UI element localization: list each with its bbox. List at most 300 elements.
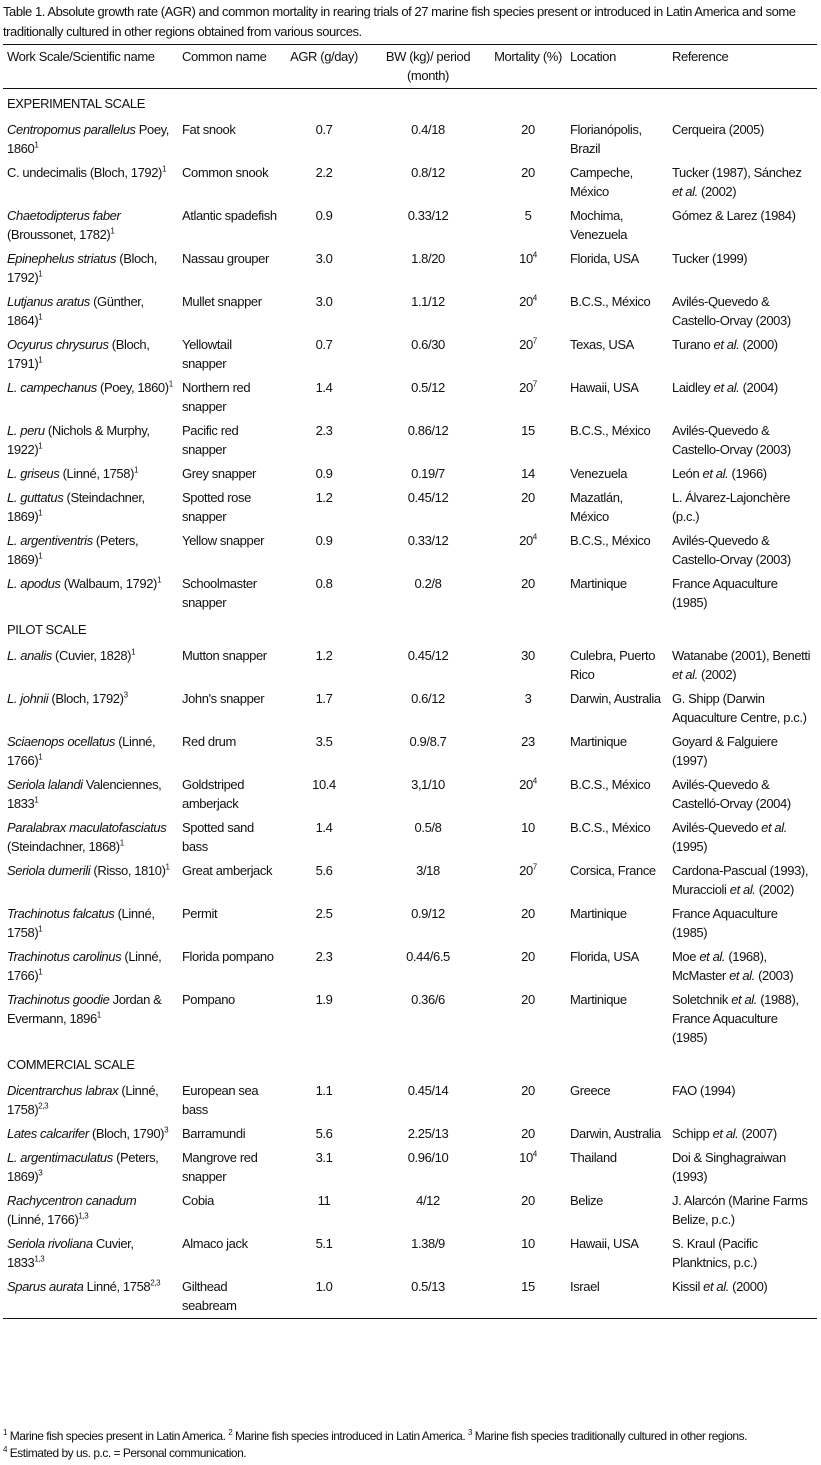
footnote-mark: 1 xyxy=(162,164,167,174)
scientific-name-cell xyxy=(3,1122,178,1146)
bw-period-value: 0.36/6 xyxy=(411,992,445,1007)
author: (Poey, 1860) xyxy=(96,380,169,395)
mortality-value: 23 xyxy=(521,734,535,749)
header-common-name: Common name xyxy=(182,49,267,64)
common-name: Cobia xyxy=(182,1193,214,1208)
common-name: Schoolmaster snapper xyxy=(182,576,257,610)
scientific-name: Dicentrarchus labrax xyxy=(7,1083,119,1098)
mortality-value: 10 xyxy=(519,1150,533,1165)
common-name: Northern red snapper xyxy=(182,380,251,414)
bw-period-value: 0.5/12 xyxy=(411,380,445,395)
reference-part: et al. xyxy=(713,337,740,352)
reference-part: Turano xyxy=(672,337,714,352)
table-caption: Table 1. Absolute growth rate (AGR) and common mortality in rearing trials of 27 marine fish species present or introduced in Latin America and some traditionally cultured in other regions obtained from various sources. xyxy=(3,4,796,39)
footnote-mark: 1 xyxy=(38,355,43,365)
scientific-name-cell xyxy=(3,1275,178,1319)
mortality-cell xyxy=(490,376,566,419)
reference-part: (2007) xyxy=(738,1126,777,1141)
author: (Peters, 1869) xyxy=(7,1150,159,1184)
mortality-value: 10 xyxy=(519,251,533,266)
author: (Broussonet, 1782) xyxy=(7,227,111,242)
reference-part: Soletchnik xyxy=(672,992,732,1007)
agr-value: 11 xyxy=(317,1193,331,1208)
reference-part: et al. xyxy=(703,1279,729,1294)
bw-period-value: 0.33/12 xyxy=(407,208,449,223)
footnote-mark: 7 xyxy=(532,336,537,346)
mortality-cell xyxy=(490,118,566,161)
common-name: Nassau grouper xyxy=(182,251,269,266)
author: (Linné, 1758) xyxy=(7,1083,159,1117)
bw-period-value: 0.6/12 xyxy=(411,691,445,706)
header-row xyxy=(3,45,817,89)
footnote-mark: 4 xyxy=(532,293,537,303)
mortality-value: 20 xyxy=(521,1126,535,1141)
mortality-cell xyxy=(490,161,566,204)
agr-value: 3.1 xyxy=(315,1150,333,1165)
header-location: Location xyxy=(570,49,616,64)
reference-part: (2003) xyxy=(754,968,794,983)
mortality-cell xyxy=(490,730,566,773)
mortality-cell xyxy=(490,988,566,1050)
scientific-name: Seriola lalandi xyxy=(7,777,83,792)
scientific-name: Sparus aurata xyxy=(7,1279,84,1294)
scientific-name-cell xyxy=(3,161,178,204)
location: Venezuela xyxy=(570,466,628,481)
location: B.C.S., México xyxy=(570,777,651,792)
table-row xyxy=(3,118,817,161)
location: Florida, USA xyxy=(570,949,639,964)
mortality-value: 20 xyxy=(521,1083,535,1098)
footnote-mark: 4 xyxy=(3,1445,7,1454)
agr-value: 1.0 xyxy=(315,1279,333,1294)
reference xyxy=(668,1189,817,1232)
table-row xyxy=(3,572,817,615)
agr-value: 0.8 xyxy=(315,576,333,591)
table-row xyxy=(3,816,817,859)
reference xyxy=(668,290,817,333)
reference-part: (2004) xyxy=(739,380,778,395)
footnote-mark: 1 xyxy=(38,924,43,934)
common-name: Grey snapper xyxy=(182,466,256,481)
scientific-name-cell xyxy=(3,644,178,687)
reference-part: FAO (1994) xyxy=(672,1083,736,1098)
reference-part: et al. xyxy=(729,968,755,983)
reference-part: (1995) xyxy=(672,839,708,854)
footnote-3 xyxy=(468,1429,747,1443)
reference xyxy=(668,816,817,859)
agr-value: 0.9 xyxy=(315,533,333,548)
header-scientific-name: Work Scale/Scientific name xyxy=(7,49,155,64)
agr-value: 2.2 xyxy=(315,165,333,180)
mortality-value: 20 xyxy=(521,122,535,137)
table-row xyxy=(3,376,817,419)
reference xyxy=(668,486,817,529)
bw-period-value: 4/12 xyxy=(416,1193,440,1208)
footnote-mark: 1 xyxy=(165,862,170,872)
scientific-name-cell xyxy=(3,486,178,529)
footnote-text: Marine fish species introduced in Latin America. xyxy=(232,1429,468,1443)
common-name: Yellow snapper xyxy=(182,533,265,548)
author: (Steindachner, 1869) xyxy=(7,490,145,524)
mortality-cell xyxy=(490,204,566,247)
author: (Risso, 1810) xyxy=(90,863,166,878)
reference-part: (2002) xyxy=(755,882,794,897)
scientific-name: Lates calcarifer xyxy=(7,1126,89,1141)
agr-value: 1.9 xyxy=(315,992,333,1007)
reference xyxy=(668,902,817,945)
scientific-name-cell xyxy=(3,687,178,730)
reference xyxy=(668,945,817,988)
bw-period-value: 1.1/12 xyxy=(411,294,445,309)
reference xyxy=(668,572,817,615)
footnote-mark: 1 xyxy=(38,441,43,451)
reference-part: et al. xyxy=(699,949,726,964)
footnote-mark: 7 xyxy=(532,379,537,389)
mortality-value: 3 xyxy=(524,691,532,706)
scientific-name: Seriola rivoliana xyxy=(7,1236,93,1251)
location: Hawaii, USA xyxy=(570,380,639,395)
common-name: European sea bass xyxy=(182,1083,259,1117)
scientific-name: Trachinotus falcatus xyxy=(7,906,115,921)
agr-value: 3.0 xyxy=(315,251,333,266)
author: (Bloch, 1792) xyxy=(7,251,157,285)
footnote-mark: 1 xyxy=(38,312,43,322)
location: Corsica, France xyxy=(570,863,656,878)
mortality-cell xyxy=(490,1275,566,1319)
scientific-name-cell xyxy=(3,419,178,462)
footnote-mark: 1 xyxy=(3,1428,7,1437)
location: Martinique xyxy=(570,906,627,921)
author: (Peters, 1869) xyxy=(7,533,139,567)
location: Darwin, Australia xyxy=(570,1126,661,1141)
author: (Linné, 1766) xyxy=(7,734,156,768)
footnote-1 xyxy=(3,1429,228,1443)
footnote-mark: 4 xyxy=(532,1149,537,1159)
table-row xyxy=(3,290,817,333)
agr-value: 1.2 xyxy=(315,490,333,505)
mortality-value: 20 xyxy=(521,906,535,921)
scientific-name: L. analis xyxy=(7,648,52,663)
mortality-cell xyxy=(490,902,566,945)
author: (Linné, 1758) xyxy=(59,466,134,481)
scientific-name: L. apodus xyxy=(7,576,61,591)
footnote-mark: 1 xyxy=(38,551,43,561)
agr-value: 2.5 xyxy=(315,906,333,921)
scientific-name: L. campechanus xyxy=(7,380,97,395)
bw-period-value: 0.45/12 xyxy=(407,648,449,663)
author: (Linné, 1766) xyxy=(7,1212,79,1227)
scientific-name: Rachycentron canadum xyxy=(7,1193,137,1208)
reference-part: et al. xyxy=(731,992,757,1007)
table-row xyxy=(3,902,817,945)
footnote-mark: 4 xyxy=(532,532,537,542)
footnote-mark: 1,3 xyxy=(34,1254,45,1264)
scientific-name-cell xyxy=(3,290,178,333)
agr-value: 1.4 xyxy=(315,820,333,835)
scientific-name-cell xyxy=(3,816,178,859)
mortality-cell xyxy=(490,247,566,290)
scientific-name-cell xyxy=(3,945,178,988)
footnotes xyxy=(3,1428,819,1462)
scientific-name: L. griseus xyxy=(7,466,60,481)
agr-value: 1.1 xyxy=(315,1083,333,1098)
reference xyxy=(668,204,817,247)
scientific-name-cell xyxy=(3,529,178,572)
reference-part: France Aquaculture (1985) xyxy=(672,576,778,610)
reference xyxy=(668,1122,817,1146)
table-row xyxy=(3,247,817,290)
bw-period-value: 2.25/13 xyxy=(407,1126,449,1141)
scientific-name: L. peru xyxy=(7,423,45,438)
footnote-mark: 1 xyxy=(34,140,39,150)
location: Martinique xyxy=(570,992,627,1007)
footnote-mark: 2,3 xyxy=(38,1101,49,1111)
author: (Nichols & Murphy, 1922) xyxy=(7,423,150,457)
common-name: Spotted rose snapper xyxy=(182,490,251,524)
table-row xyxy=(3,1189,817,1232)
footnote-mark: 1 xyxy=(156,575,162,585)
location: Mazatlán, México xyxy=(570,490,623,524)
footnote-text: Marine fish species traditionally cultured in other regions. xyxy=(471,1429,747,1443)
table-row xyxy=(3,687,817,730)
bw-period-value: 3,1/10 xyxy=(411,777,445,792)
scientific-name: L. argentiventris xyxy=(7,533,93,548)
reference xyxy=(668,376,817,419)
reference xyxy=(668,859,817,902)
author: (Günther, 1864) xyxy=(7,294,144,328)
mortality-value: 20 xyxy=(519,777,533,792)
bw-period-value: 3/18 xyxy=(416,863,440,878)
mortality-value: 15 xyxy=(521,1279,535,1294)
scientific-name-cell xyxy=(3,1189,178,1232)
mortality-value: 5 xyxy=(524,208,532,223)
bw-period-value: 0.6/30 xyxy=(411,337,445,352)
scientific-name-cell xyxy=(3,773,178,816)
reference-part: (1988), France Aquaculture (1985) xyxy=(672,992,799,1045)
scientific-name-cell xyxy=(3,902,178,945)
bw-period-value: 0.9/12 xyxy=(411,906,445,921)
author: (Linné, 1758) xyxy=(7,906,155,940)
bw-period-value: 0.44/6.5 xyxy=(406,949,450,964)
mortality-cell xyxy=(490,290,566,333)
agr-value: 0.7 xyxy=(315,122,333,137)
author: (Walbaum, 1792) xyxy=(60,576,157,591)
author: (Bloch, 1792) xyxy=(48,691,124,706)
mortality-cell xyxy=(490,945,566,988)
mortality-value: 20 xyxy=(519,533,533,548)
bw-period-value: 0.5/13 xyxy=(411,1279,445,1294)
scientific-name: L. guttatus xyxy=(7,490,64,505)
header-bw: BW (kg)/ period (month) xyxy=(385,49,471,83)
footnote-mark: 1 xyxy=(131,647,136,657)
footnote-mark: 1 xyxy=(38,269,43,279)
reference-part: León xyxy=(672,466,703,481)
reference-part: Cardona-Pascual (1993), Muraccioli xyxy=(672,863,809,897)
author: Cuvier, 1833 xyxy=(7,1236,134,1270)
scientific-name-cell xyxy=(3,204,178,247)
author: Valenciennes, 1833 xyxy=(7,777,162,811)
scientific-name: Ocyurus chrysurus xyxy=(7,337,109,352)
reference-part: (2002) xyxy=(697,667,737,682)
agr-value: 3.0 xyxy=(315,294,333,309)
scientific-name-cell xyxy=(3,118,178,161)
mortality-value: 20 xyxy=(521,490,535,505)
table-row xyxy=(3,773,817,816)
reference-part: Tucker (1987), Sánchez xyxy=(672,165,802,180)
table-body xyxy=(3,89,817,1319)
common-name: Permit xyxy=(182,906,218,921)
mortality-cell xyxy=(490,486,566,529)
bw-period-value: 1.38/9 xyxy=(411,1236,445,1251)
section-title: COMMERCIAL SCALE xyxy=(7,1057,135,1072)
mortality-value: 20 xyxy=(521,165,535,180)
bw-period-value: 0.8/12 xyxy=(411,165,445,180)
reference-part: L. Álvarez-Lajonchère (p.c.) xyxy=(672,490,791,524)
section-title: EXPERIMENTAL SCALE xyxy=(7,96,146,111)
scientific-name-cell xyxy=(3,730,178,773)
reference xyxy=(668,988,817,1050)
reference-part: Avilés-Quevedo & Castello-Orvay (2003) xyxy=(672,294,791,328)
agr-value: 10.4 xyxy=(312,777,336,792)
agr-value: 3.5 xyxy=(315,734,333,749)
common-name: Florida pompano xyxy=(182,949,274,964)
reference-part: et al. xyxy=(729,882,756,897)
scientific-name-cell xyxy=(3,859,178,902)
author: (Cuvier, 1828) xyxy=(51,648,132,663)
agr-value: 0.7 xyxy=(315,337,333,352)
section-row xyxy=(3,89,817,119)
table-row xyxy=(3,462,817,486)
location: Florianópolis, Brazil xyxy=(570,122,642,156)
reference-part: et al. xyxy=(672,667,698,682)
reference-part: Doi & Singhagraiwan (1993) xyxy=(672,1150,786,1184)
scientific-name: L. johnii xyxy=(7,691,49,706)
scientific-name: Centropomus parallelus xyxy=(7,122,136,137)
section-title: PILOT SCALE xyxy=(7,622,87,637)
reference-part: France Aquaculture (1985) xyxy=(672,906,778,940)
author: (Bloch, 1791) xyxy=(7,337,150,371)
agr-value: 1.2 xyxy=(315,648,333,663)
common-name: Pompano xyxy=(182,992,235,1007)
agr-value: 0.9 xyxy=(315,208,333,223)
bw-period-value: 0.4/18 xyxy=(411,122,445,137)
reference xyxy=(668,730,817,773)
common-name: Fat snook xyxy=(182,122,236,137)
reference-part: Avilés-Quevedo & Castello-Orvay (2003) xyxy=(672,423,791,457)
mortality-cell xyxy=(490,529,566,572)
footnote-mark: 1 xyxy=(38,508,43,518)
mortality-cell xyxy=(490,644,566,687)
agr-value: 1.4 xyxy=(315,380,333,395)
common-name: Common snook xyxy=(182,165,269,180)
reference-part: Schipp xyxy=(672,1126,713,1141)
reference-part: Kissil xyxy=(672,1279,704,1294)
common-name: Mutton snapper xyxy=(182,648,267,663)
footnote-mark: 1 xyxy=(168,379,173,389)
location: Thailand xyxy=(570,1150,617,1165)
mortality-value: 20 xyxy=(521,576,535,591)
location: Israel xyxy=(570,1279,600,1294)
reference xyxy=(668,529,817,572)
reference-part: J. Alarcón (Marine Farms Belize, p.c.) xyxy=(672,1193,808,1227)
scientific-name: Chaetodipterus faber xyxy=(7,208,121,223)
reference xyxy=(668,1275,817,1319)
scientific-name-cell xyxy=(3,376,178,419)
scientific-name: Seriola dumerili xyxy=(7,863,91,878)
mortality-value: 10 xyxy=(521,1236,535,1251)
section-row xyxy=(3,615,817,644)
table-row xyxy=(3,1079,817,1122)
table-row xyxy=(3,161,817,204)
scientific-name-cell xyxy=(3,1146,178,1189)
common-name: Yellowtail snapper xyxy=(182,337,232,371)
footnote-mark: 1,3 xyxy=(78,1211,89,1221)
agr-value: 5.6 xyxy=(315,1126,333,1141)
author: Jordan & Evermann, 1896 xyxy=(7,992,162,1026)
bw-period-value: 0.19/7 xyxy=(411,466,445,481)
mortality-value: 20 xyxy=(521,949,535,964)
mortality-cell xyxy=(490,1146,566,1189)
mortality-cell xyxy=(490,687,566,730)
agr-value: 0.9 xyxy=(315,466,333,481)
bw-period-value: 0.5/8 xyxy=(414,820,442,835)
mortality-value: 10 xyxy=(521,820,535,835)
bw-period-value: 0.86/12 xyxy=(407,423,449,438)
author: (Steindachner, 1868) xyxy=(7,839,120,854)
location: Greece xyxy=(570,1083,611,1098)
author: Poey, 1860 xyxy=(7,122,169,156)
table-row xyxy=(3,1275,817,1319)
reference-part: et al. xyxy=(672,184,698,199)
table-row xyxy=(3,730,817,773)
common-name: Barramundi xyxy=(182,1126,246,1141)
mortality-cell xyxy=(490,333,566,376)
author: (Bloch, 1792) xyxy=(86,165,162,180)
location: B.C.S., México xyxy=(570,423,651,438)
reference xyxy=(668,1232,817,1275)
mortality-value: 20 xyxy=(519,294,533,309)
footnote-2 xyxy=(228,1429,468,1443)
mortality-value: 20 xyxy=(519,863,533,878)
author: (Bloch, 1790) xyxy=(88,1126,165,1141)
bw-period-value: 0.33/12 xyxy=(407,533,449,548)
scientific-name-cell xyxy=(3,333,178,376)
scientific-name: Lutjanus aratus xyxy=(7,294,90,309)
footnote-mark: 1 xyxy=(134,465,139,475)
common-name: Mullet snapper xyxy=(182,294,262,309)
common-name: Gilthead seabream xyxy=(182,1279,237,1313)
scientific-name: Trachinotus carolinus xyxy=(7,949,122,964)
reference-part: et al. xyxy=(761,820,787,835)
location: B.C.S., México xyxy=(570,294,651,309)
footnote-mark: 2 xyxy=(228,1428,233,1437)
common-name: Red drum xyxy=(182,734,236,749)
reference xyxy=(668,773,817,816)
reference xyxy=(668,118,817,161)
reference-part: et al. xyxy=(712,1126,739,1141)
bw-period-value: 0.45/12 xyxy=(407,490,449,505)
agr-value: 2.3 xyxy=(315,423,333,438)
footnote-mark: 1 xyxy=(119,838,124,848)
bw-period-value: 1.8/20 xyxy=(411,251,445,266)
reference xyxy=(668,333,817,376)
footnote-mark: 3 xyxy=(123,690,128,700)
table-row xyxy=(3,529,817,572)
reference xyxy=(668,462,817,486)
location: Culebra, Puerto Rico xyxy=(570,648,656,682)
footnote-text: Marine fish species present in Latin America. xyxy=(6,1429,229,1443)
location: Campeche, México xyxy=(570,165,633,199)
